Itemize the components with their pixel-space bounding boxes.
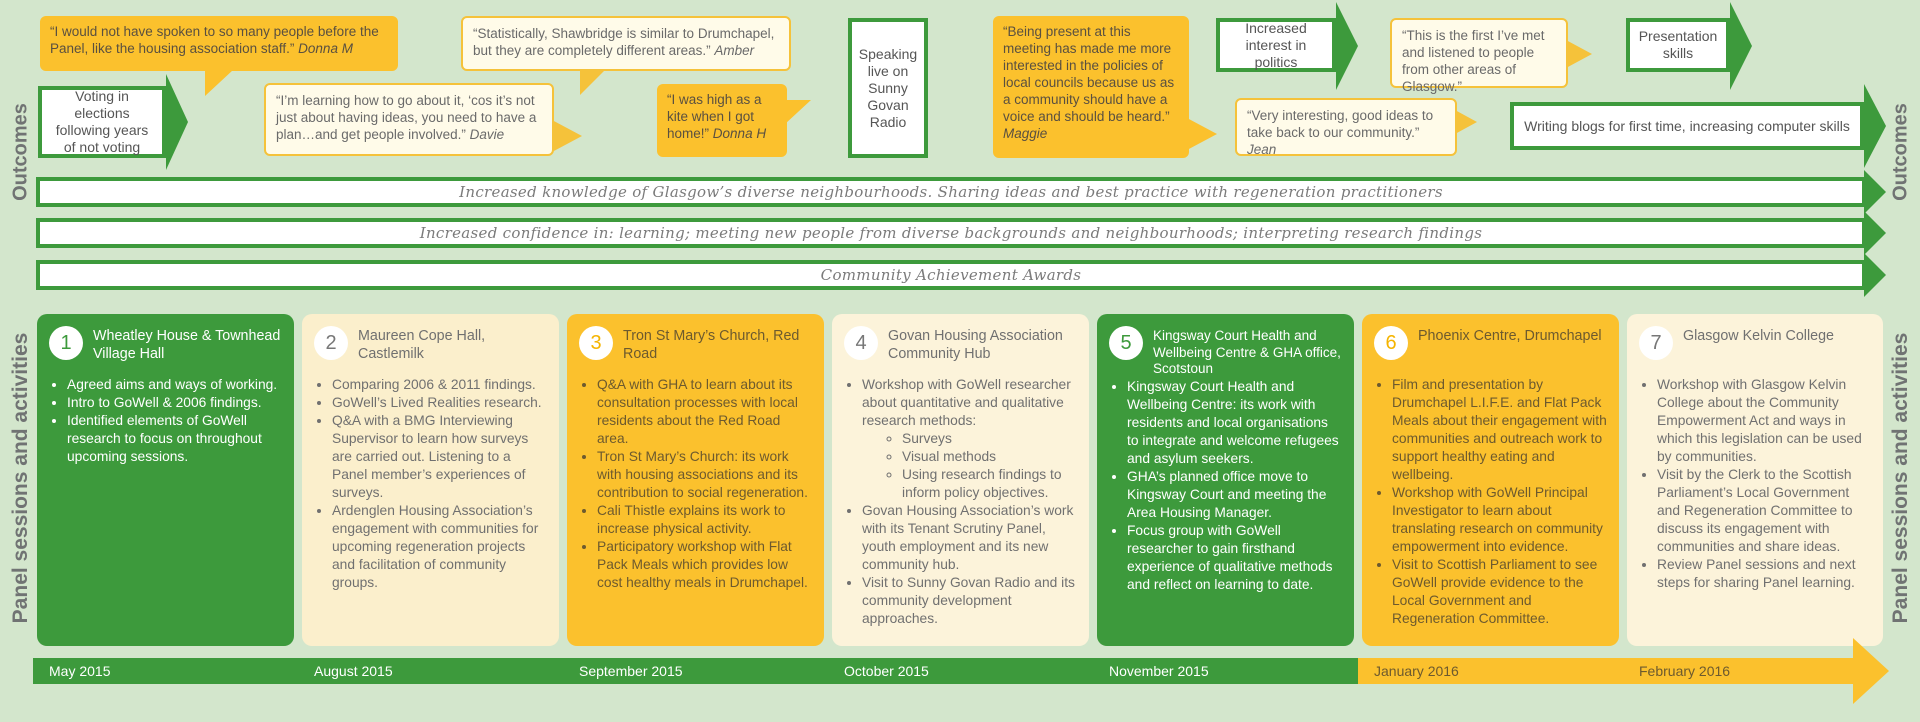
- list-item: • Participatory workshop with Flat Pack Meals which provides low cost healthy meals in Drumchapel.: [597, 538, 812, 592]
- quote-text: “Very interesting, good ideas to take back to our community.”: [1247, 108, 1434, 140]
- list-item: [862, 376, 1077, 502]
- list-item: • Focus group with GoWell researcher to gain firsthand experience of qualitative methods and reflect on learning to date.: [1127, 522, 1342, 594]
- outcome-band-confidence: Increased confidence in: learning; meeting new people from diverse backgrounds and neighbourhoods; interpreting research findings: [36, 218, 1866, 248]
- timeline-month: January 2016: [1374, 663, 1459, 679]
- outcome-presentation-box: Presentation skills: [1626, 18, 1730, 72]
- list-item: • Tron St Mary’s Church: its work with housing associations and its contribution to social regeneration.: [597, 448, 812, 502]
- list-item: • Intro to GoWell & 2006 findings.: [67, 394, 282, 412]
- outcome-arrow: [1864, 84, 1886, 168]
- left-side-labels: [6, 0, 36, 722]
- session-venue: Phoenix Centre, Drumchapel: [1418, 328, 1602, 344]
- session-list: [49, 376, 282, 466]
- list-item: • Cali Thistle explains its work to increase physical activity.: [597, 502, 812, 538]
- session-card-6: [1362, 314, 1619, 646]
- right-side-labels: [1886, 0, 1916, 722]
- timeline-month: May 2015: [49, 663, 111, 679]
- sub-list-item: ◦ Surveys: [902, 430, 1077, 448]
- list-item: • Visit by the Clerk to the Scottish Parliament’s Local Government and Regeneration Committee to discuss its engagement with communities and share ideas.: [1657, 466, 1871, 556]
- list-item: • Ardenglen Housing Association’s engagement with communities for upcoming regeneration projects and facilitation of community groups.: [332, 502, 547, 592]
- list-item: • Q&A with GHA to learn about its consultation processes with local residents about the Red Road area.: [597, 376, 812, 448]
- outcome-band-knowledge: Increased knowledge of Glasgow’s diverse neighbourhoods. Sharing ideas and best practice with regeneration practitioners: [36, 177, 1866, 207]
- list-item: • Identified elements of GoWell research to focus on throughout upcoming sessions.: [67, 412, 282, 466]
- list-item: • Visit to Scottish Parliament to see GoWell provide evidence to the Local Government and Regeneration Committee.: [1392, 556, 1607, 628]
- session-card-7: [1627, 314, 1883, 646]
- sub-list-item: ◦ Visual methods: [902, 448, 1077, 466]
- session-venue: Wheatley House & Townhead Village Hall: [93, 328, 281, 362]
- session-venue: Maureen Cope Hall, Castlemilk: [358, 328, 486, 362]
- quote-tail: [1566, 40, 1592, 68]
- quote-tail: [785, 100, 811, 124]
- list-item: • Q&A with a BMG Interviewing Supervisor to learn how surveys are carried out. Listening to a Panel member’s experiences of surveys.: [332, 412, 547, 502]
- quote-bubble-donna-h: [657, 84, 787, 157]
- session-card-2: [302, 314, 559, 646]
- session-number: 3: [579, 326, 613, 360]
- session-card-4: [832, 314, 1089, 646]
- list-item-text: Workshop with GoWell researcher about quantitative and qualitative research methods:: [862, 377, 1071, 428]
- outcome-radio-box: Speaking live on Sunny Govan Radio: [848, 18, 928, 158]
- quote-tail: [580, 69, 606, 95]
- timeline-bar: [33, 658, 1888, 684]
- timeline-arrowhead: [1853, 638, 1889, 704]
- list-item: • Govan Housing Association’s work with its Tenant Scrutiny Panel, youth employment and its new community hub.: [862, 502, 1077, 574]
- quote-bubble-first-met: [1390, 18, 1568, 94]
- session-number: 5: [1109, 326, 1143, 360]
- quote-bubble-davie: [264, 83, 554, 156]
- list-item: • Workshop with Glasgow Kelvin College about the Community Empowerment Act and ways in which this legislation can be used by communities.: [1657, 376, 1871, 466]
- outcome-band-awards: Community Achievement Awards: [36, 260, 1866, 290]
- outcome-arrow: [1730, 2, 1752, 90]
- session-number: 6: [1374, 326, 1408, 360]
- session-list: [314, 376, 547, 592]
- outcome-politics-box: Increased interest in politics: [1216, 18, 1336, 72]
- session-card-1: [37, 314, 294, 646]
- quote-tail: [1187, 118, 1217, 150]
- outcome-voting-box: Voting in elections following years of not voting: [38, 86, 166, 158]
- list-item: • Visit to Sunny Govan Radio and its community development approaches.: [862, 574, 1077, 628]
- list-item: • GHA’s planned office move to Kingsway Court and meeting the Area Housing Manager.: [1127, 468, 1342, 522]
- session-number: 4: [844, 326, 878, 360]
- session-list: [579, 376, 812, 592]
- outcome-arrow: [1336, 2, 1358, 90]
- list-item: • Kingsway Court Health and Wellbeing Centre: its work with residents and local organisations to integrate and welcome refugees and asylum seekers.: [1127, 378, 1342, 468]
- quote-text: “Being present at this meeting has made me more interested in the policies of local councils because us as a community should have a voice and should be heard.”: [1003, 24, 1175, 124]
- quote-bubble-jean: [1235, 98, 1457, 156]
- session-venue: Tron St Mary’s Church, Red Road: [623, 328, 800, 362]
- list-item: • Review Panel sessions and next steps for sharing Panel learning.: [1657, 556, 1871, 592]
- band-arrow: [1864, 211, 1886, 255]
- sub-list-item: ◦ Using research findings to inform policy objectives.: [902, 466, 1077, 502]
- quote-text: “I’m learning how to go about it, ‘cos it’s not just about having ideas, you need to have a plan…and get people involved.”: [276, 93, 537, 142]
- list-item: • Workshop with GoWell Principal Investigator to learn about translating research on community empowerment into evidence.: [1392, 484, 1607, 556]
- session-number: 2: [314, 326, 348, 360]
- quote-text: “This is the first I’ve met and listened to people from other areas of Glasgow.”: [1402, 28, 1545, 94]
- list-item: • Comparing 2006 & 2011 findings.: [332, 376, 547, 394]
- outcome-arrow: [166, 74, 188, 170]
- quote-text: “I would not have spoken to so many people before the Panel, like the housing association staff.”: [50, 24, 379, 56]
- timeline-month: September 2015: [579, 663, 683, 679]
- timeline-month: August 2015: [314, 663, 393, 679]
- session-list: [1109, 378, 1342, 594]
- session-venue: Govan Housing Association Community Hub: [888, 328, 1063, 362]
- band-arrow: [1864, 170, 1886, 214]
- quote-tail: [552, 120, 582, 152]
- panel-label-left: Panel sessions and activities: [9, 332, 32, 624]
- session-number: 7: [1639, 326, 1673, 360]
- quote-tail: [205, 70, 233, 96]
- quote-author: Jean: [1247, 142, 1277, 157]
- quote-author: Donna H: [712, 126, 767, 141]
- list-item: • GoWell’s Lived Realities research.: [332, 394, 547, 412]
- sub-list: [862, 430, 1077, 502]
- session-venue: Glasgow Kelvin College: [1683, 328, 1834, 344]
- quote-text: “Statistically, Shawbridge is similar to Drumchapel, but they are completely different areas.”: [473, 26, 775, 58]
- session-list: [844, 376, 1077, 628]
- band-arrow: [1864, 253, 1886, 297]
- timeline-month: October 2015: [844, 663, 929, 679]
- session-list: [1374, 376, 1607, 628]
- panel-label-right: Panel sessions and activities: [1889, 332, 1912, 624]
- session-venue: Kingsway Court Health and Wellbeing Centre & GHA office, Scotstoun: [1153, 328, 1341, 376]
- list-item: • Film and presentation by Drumchapel L.I.F.E. and Flat Pack Meals about their engagement with communities and outreach work to support healthy eating and wellbeing.: [1392, 376, 1607, 484]
- session-number: 1: [49, 326, 83, 360]
- quote-author: Maggie: [1003, 126, 1048, 141]
- timeline-month: November 2015: [1109, 663, 1209, 679]
- quote-author: Donna M: [298, 41, 353, 56]
- outcomes-label-left: Outcomes: [9, 103, 32, 201]
- timeline-month: February 2016: [1639, 663, 1731, 679]
- list-item: • Agreed aims and ways of working.: [67, 376, 282, 394]
- outcomes-label-right: Outcomes: [1889, 103, 1912, 201]
- outcome-blogs-box: Writing blogs for first time, increasing computer skills: [1510, 102, 1864, 150]
- quote-tail: [1455, 110, 1477, 134]
- session-list: [1639, 376, 1871, 592]
- quote-author: Amber: [714, 43, 755, 58]
- quote-text: “I was high as a kite when I got home!”: [667, 92, 762, 141]
- session-card-5: [1097, 314, 1354, 646]
- quote-bubble-donna-m: [40, 16, 398, 71]
- session-card-3: [567, 314, 824, 646]
- quote-bubble-amber: [461, 16, 791, 71]
- quote-bubble-maggie: [993, 16, 1189, 158]
- quote-author: Davie: [469, 127, 505, 142]
